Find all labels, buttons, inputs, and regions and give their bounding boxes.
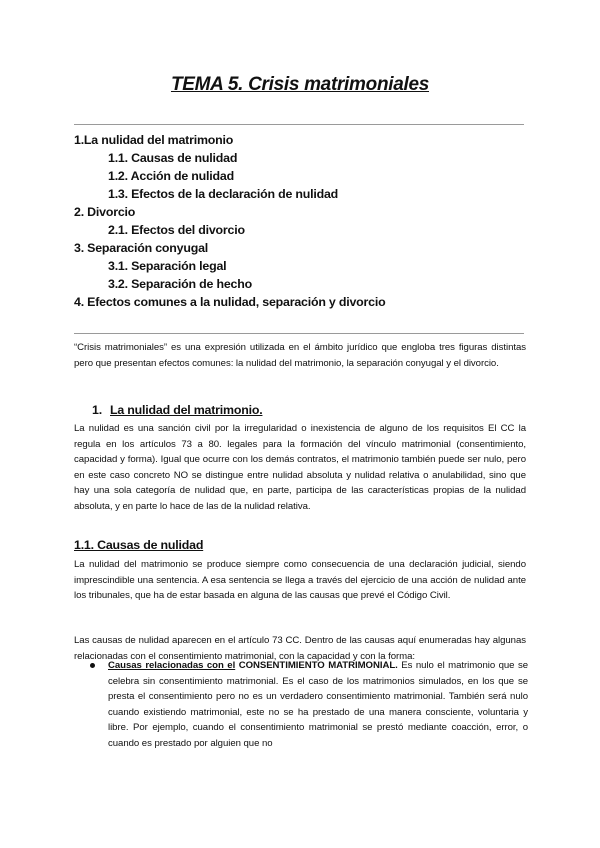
bullet-text: Es nulo el matrimonio que se celebra sin consentimiento matrimonial. Es el caso de los matrimonios simulados, en los que se presta el consentimiento pero no es un verdadero consentimiento matrimonial. También será nulo cuando existiendo matrimonial, este no se ha prestado de una manera consciente, voluntaria y libre. Por ejemplo, cuando el consentimiento matrimonial se prestó mediante coacción, error, o cuando es prestado por alguien que no [108, 660, 528, 749]
bullet-caps: CONSENTIMIENTO MATRIMONIAL. [238, 660, 398, 671]
toc-item: 1.1. Causas de nulidad [108, 151, 238, 165]
toc-item: 1.3. Efectos de la declaración de nulidad [108, 187, 339, 201]
section-1-heading [92, 403, 262, 417]
intro-paragraph: “Crisis matrimoniales” es una expresión utilizada en el ámbito jurídico que engloba tres figuras distintas pero que presentan efectos comunes: la nulidad del matrimonio, la separación conyugal y el divorcio. [74, 342, 526, 369]
toc-item: 3.2. Separación de hecho [108, 277, 252, 291]
section-1-number: 1. [92, 403, 102, 417]
toc-item: 3.1. Separación legal [108, 259, 227, 273]
section-1-paragraph: La nulidad es una sanción civil por la irregularidad o inexistencia de alguno de los requisitos El CC la regula en los artículos 73 a 80. legales para la formación del vínculo matrimonial (consentimiento, capacidad y forma). Igual que ocurre con los demás contratos, el matrimonio también puede ser nulo, pero en este caso concreto NO se distingue entre nulidad absoluta y nulidad relativa o anulabilidad, sino que hay una sola categoría de nulidad que, en parte, participa de las características propias de la nulidad absoluta, y en parte lo hace de las de la nulidad relativa. [74, 423, 526, 512]
toc-item: 2. Divorcio [74, 205, 136, 219]
divider-top [74, 124, 524, 125]
bullet-lead: Causas relacionadas con el [108, 660, 236, 671]
toc-item: 1.2. Acción de nulidad [108, 169, 234, 183]
toc-item: 3. Separación conyugal [74, 241, 209, 255]
section-1-1-paragraph-1: La nulidad del matrimonio se produce siempre como consecuencia de una declaración judicial, siendo imprescindible una sentencia. A esa sentencia se llega a través del ejercicio de una acción de nulidad ante los tribunales, que ha de estar basada en alguna de las causas que prevé el Código Civil. [74, 559, 526, 601]
divider-middle [74, 333, 524, 334]
table-of-contents [74, 131, 534, 311]
section-1-title: La nulidad del matrimonio. [110, 403, 263, 417]
list-item [90, 658, 528, 751]
document-title: TEMA 5. Crisis matrimoniales [170, 74, 430, 95]
section-1-1-heading: 1.1. Causas de nulidad [74, 538, 204, 552]
section-1-1-paragraph-2: Las causas de nulidad aparecen en el artículo 73 CC. Dentro de las causas aquí enumeradas hay algunas relacionadas con el consentimiento matrimonial, con la capacidad y con la forma: [74, 635, 526, 662]
toc-item: 2.1. Efectos del divorcio [108, 223, 245, 237]
toc-item: 1.La nulidad del matrimonio [74, 133, 234, 147]
causes-list [90, 658, 528, 751]
bullet-icon [90, 663, 95, 668]
toc-item: 4. Efectos comunes a la nulidad, separación y divorcio [74, 295, 386, 309]
